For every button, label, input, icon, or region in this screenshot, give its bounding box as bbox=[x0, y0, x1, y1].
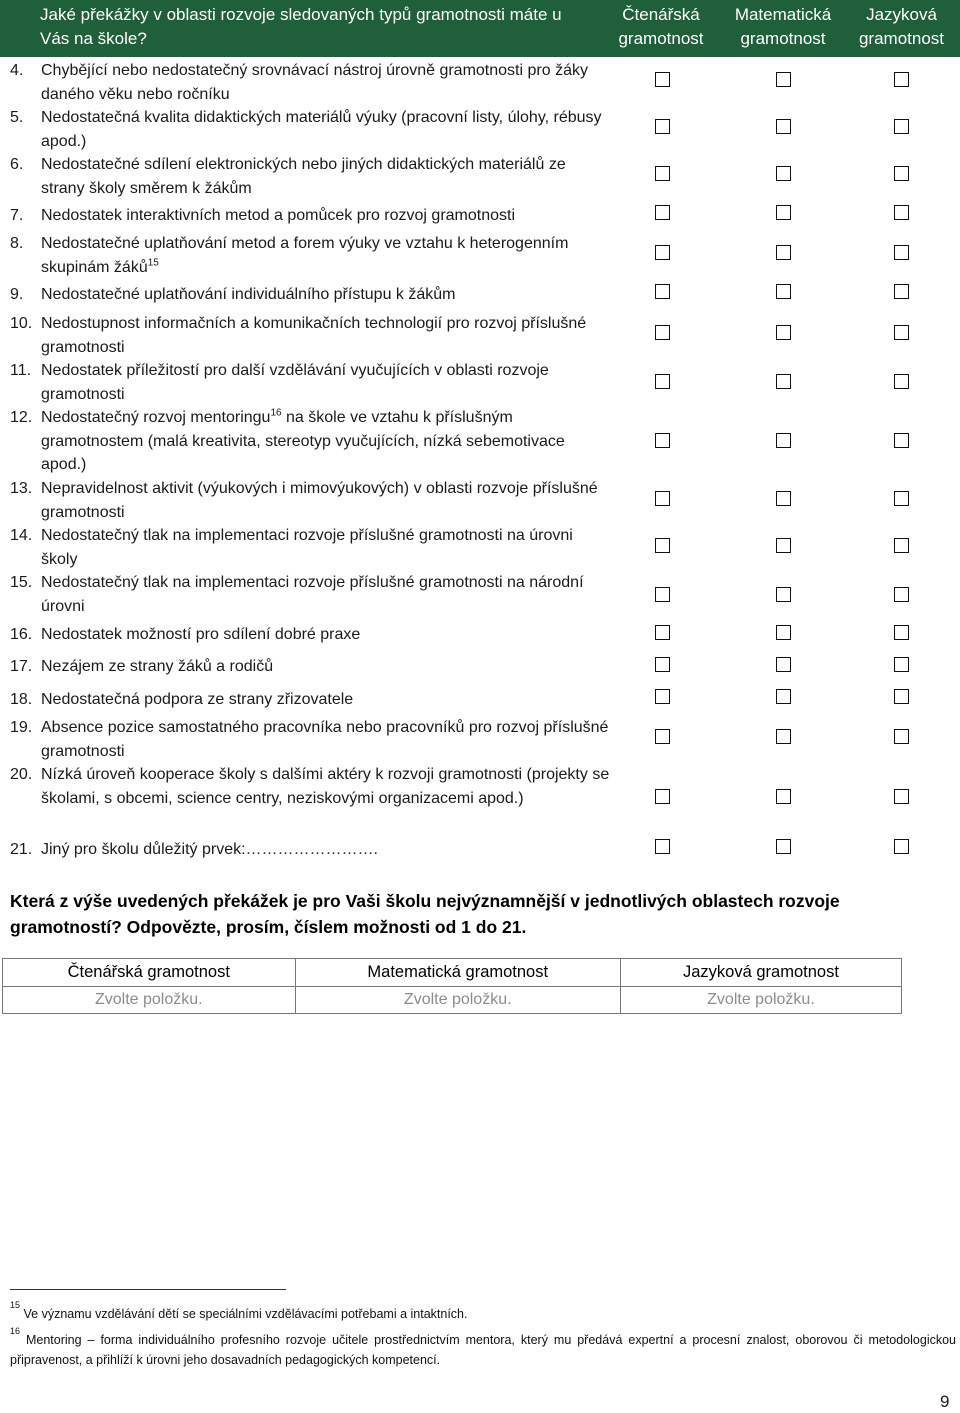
checkbox-reading[interactable] bbox=[655, 657, 670, 672]
select-header-math: Matematická gramotnost bbox=[295, 959, 620, 987]
item-text: Nedostatečný tlak na implementaci rozvoje příslušné gramotnosti na národní úrovni bbox=[41, 574, 584, 615]
checkbox-language[interactable] bbox=[894, 491, 909, 506]
checkbox-language[interactable] bbox=[894, 538, 909, 553]
checkbox-reading[interactable] bbox=[655, 205, 670, 220]
item-text: Nedostatečné sdílení elektronických nebo jiných didaktických materiálů ze strany školy směrem k žákům bbox=[41, 156, 566, 197]
checkbox-reading[interactable] bbox=[655, 689, 670, 704]
item-number: 12. bbox=[10, 409, 33, 426]
checkbox-language[interactable] bbox=[894, 689, 909, 704]
item-number: 19. bbox=[10, 719, 33, 736]
item-text-wrap bbox=[41, 406, 611, 477]
item-text: Nedostatek interaktivních metod a pomůcek pro rozvoj gramotnosti bbox=[41, 207, 516, 224]
checkbox-math[interactable] bbox=[776, 166, 791, 181]
item-text: Absence pozice samostatného pracovníka nebo pracovníků pro rozvoj příslušné gramotnosti bbox=[41, 719, 609, 760]
footnote-number: 16 bbox=[10, 1326, 21, 1336]
checkbox-math[interactable] bbox=[776, 284, 791, 299]
footnote-15 bbox=[10, 1300, 956, 1324]
item-number: 18. bbox=[10, 691, 33, 708]
select-header-reading: Čtenářská gramotnost bbox=[3, 959, 296, 987]
item-number: 4. bbox=[10, 62, 24, 79]
checkbox-reading[interactable] bbox=[655, 284, 670, 299]
checkbox-math[interactable] bbox=[776, 119, 791, 134]
item-text: Nedostupnost informačních a komunikačních technologií pro rozvoj příslušné gramotnosti bbox=[41, 315, 587, 356]
checkbox-reading[interactable] bbox=[655, 245, 670, 260]
item-text: Nedostatečný rozvoj mentoringu bbox=[41, 409, 271, 426]
checkbox-math[interactable] bbox=[776, 587, 791, 602]
footnote-ref-15[interactable]: 15 bbox=[147, 257, 159, 269]
checkbox-language[interactable] bbox=[894, 284, 909, 299]
checkbox-reading[interactable] bbox=[655, 72, 670, 87]
checkbox-math[interactable] bbox=[776, 325, 791, 340]
checkbox-reading[interactable] bbox=[655, 325, 670, 340]
item-number: 10. bbox=[10, 315, 33, 332]
select-header-language: Jazyková gramotnost bbox=[620, 959, 901, 987]
checkbox-language[interactable] bbox=[894, 374, 909, 389]
checkbox-math[interactable] bbox=[776, 433, 791, 448]
item-number: 6. bbox=[10, 156, 24, 173]
item-number: 16. bbox=[10, 626, 33, 643]
checkbox-math[interactable] bbox=[776, 72, 791, 87]
checkbox-math[interactable] bbox=[776, 657, 791, 672]
checkbox-reading[interactable] bbox=[655, 491, 670, 506]
checkbox-reading[interactable] bbox=[655, 729, 670, 744]
checkbox-language[interactable] bbox=[894, 625, 909, 640]
checkbox-math[interactable] bbox=[776, 491, 791, 506]
checkbox-reading[interactable] bbox=[655, 119, 670, 134]
checkbox-reading[interactable] bbox=[655, 433, 670, 448]
item-number: 9. bbox=[10, 286, 24, 303]
checkbox-reading[interactable] bbox=[655, 587, 670, 602]
select-reading-dropdown[interactable]: Zvolte položku. bbox=[3, 987, 296, 1014]
checkbox-language[interactable] bbox=[894, 119, 909, 134]
item-text: Jiný pro školu důležitý prvek:……………………. bbox=[41, 841, 378, 858]
item-text-cont: na škole ve vztahu k příslušným gramotnostem (malá kreativita, stereotyp vyučujících, nízká sebemotivace apod.) bbox=[41, 409, 565, 473]
item-text: Nedostatečný tlak na implementaci rozvoje příslušné gramotnosti na úrovni školy bbox=[41, 527, 573, 568]
checkbox-math[interactable] bbox=[776, 729, 791, 744]
footnote-text: Mentoring – forma individuálního profesního rozvoje učitele prostřednictvím mentora, který mu předává expertní a procesní znalost, oborovou či metodologickou připravenost, a přihlíží k úrovni jeho dosavadních pedagogických kompetencí. bbox=[10, 1333, 956, 1368]
item-text: Nedostatek příležitostí pro další vzdělávání vyučujících v oblasti rozvoje gramotnosti bbox=[41, 362, 549, 403]
item-text: Nedostatek možností pro sdílení dobré praxe bbox=[41, 626, 361, 643]
column-header-reading-literacy: Čtenářská gramotnost bbox=[618, 5, 704, 48]
item-number: 14. bbox=[10, 527, 33, 544]
checkbox-math[interactable] bbox=[776, 789, 791, 804]
checkbox-reading[interactable] bbox=[655, 839, 670, 854]
checkbox-language[interactable] bbox=[894, 72, 909, 87]
item-text-wrap bbox=[41, 232, 611, 279]
checkbox-reading[interactable] bbox=[655, 166, 670, 181]
checkbox-language[interactable] bbox=[894, 789, 909, 804]
checkbox-math[interactable] bbox=[776, 245, 791, 260]
checkbox-math[interactable] bbox=[776, 538, 791, 553]
footnote-separator bbox=[10, 1289, 286, 1290]
column-header-language-literacy: Jazyková gramotnost bbox=[858, 5, 945, 48]
item-text: Nezájem ze strany žáků a rodičů bbox=[41, 658, 274, 675]
item-number: 8. bbox=[10, 235, 24, 252]
checkbox-language[interactable] bbox=[894, 245, 909, 260]
column-header-math-literacy: Matematická gramotnost bbox=[734, 5, 832, 48]
footnote-text: Ve významu vzdělávání dětí se speciálními vzdělávacími potřebami a intaktních. bbox=[23, 1307, 468, 1322]
select-math-dropdown[interactable]: Zvolte položku. bbox=[295, 987, 620, 1014]
item-text: Nízká úroveň kooperace školy s dalšími aktéry k rozvoji gramotnosti (projekty se školami, s obcemi, science centry, neziskovými organizacemi apod.) bbox=[41, 766, 610, 807]
table-header-band bbox=[0, 0, 960, 57]
select-table-value-row bbox=[3, 987, 902, 1014]
select-language-dropdown[interactable]: Zvolte položku. bbox=[620, 987, 901, 1014]
item-text: Nedostatečná podpora ze strany zřizovatele bbox=[41, 691, 354, 708]
item-number: 5. bbox=[10, 109, 24, 126]
checkbox-reading[interactable] bbox=[655, 789, 670, 804]
checkbox-math[interactable] bbox=[776, 689, 791, 704]
checkbox-reading[interactable] bbox=[655, 625, 670, 640]
item-text: Chybějící nebo nedostatečný srovnávací nástroj úrovně gramotnosti pro žáky daného věku nebo ročníku bbox=[41, 62, 588, 103]
item-number: 7. bbox=[10, 207, 24, 224]
item-text: Nepravidelnost aktivit (výukových i mimovýukových) v oblasti rozvoje příslušné gramotnosti bbox=[41, 480, 598, 521]
item-text: Nedostatečné uplatňování individuálního přístupu k žákům bbox=[41, 286, 456, 303]
item-number: 17. bbox=[10, 658, 33, 675]
checkbox-language[interactable] bbox=[894, 325, 909, 340]
item-number: 21. bbox=[10, 841, 33, 858]
checkbox-language[interactable] bbox=[894, 839, 909, 854]
item-text: Nedostatečné uplatňování metod a forem výuky ve vztahu k heterogenním skupinám žáků bbox=[41, 235, 569, 276]
checkbox-language[interactable] bbox=[894, 657, 909, 672]
page-number: 9 bbox=[940, 1392, 950, 1411]
checkbox-reading[interactable] bbox=[655, 538, 670, 553]
footnote-16 bbox=[10, 1326, 956, 1370]
checkbox-math[interactable] bbox=[776, 839, 791, 854]
item-text: Nedostatečná kvalita didaktických materiálů výuky (pracovní listy, úlohy, rébusy apod.) bbox=[41, 109, 602, 150]
item-number: 11. bbox=[10, 362, 32, 379]
item-number: 13. bbox=[10, 480, 33, 497]
checkbox-language[interactable] bbox=[894, 729, 909, 744]
item-number: 15. bbox=[10, 574, 33, 591]
checkbox-math[interactable] bbox=[776, 205, 791, 220]
checkbox-language[interactable] bbox=[894, 205, 909, 220]
item-number: 20. bbox=[10, 766, 33, 783]
question-heading: Jaké překážky v oblasti rozvoje sledovaných typů gramotnosti máte u Vás na škole? bbox=[40, 5, 562, 48]
checkbox-language[interactable] bbox=[894, 587, 909, 602]
checkbox-math[interactable] bbox=[776, 625, 791, 640]
most-significant-obstacle-table bbox=[2, 958, 902, 1014]
summary-question: Která z výše uvedených překážek je pro Vaši školu nejvýznamnější v jednotlivých oblastech rozvoje gramotností? Odpovězte, prosím, číslem možnosti od 1 do 21. bbox=[10, 891, 840, 937]
footnote-number: 15 bbox=[10, 1300, 21, 1310]
select-table-header-row bbox=[3, 959, 902, 987]
checkbox-language[interactable] bbox=[894, 433, 909, 448]
checkbox-math[interactable] bbox=[776, 374, 791, 389]
footnote-ref-16[interactable]: 16 bbox=[270, 407, 282, 419]
checkbox-language[interactable] bbox=[894, 166, 909, 181]
checkbox-reading[interactable] bbox=[655, 374, 670, 389]
